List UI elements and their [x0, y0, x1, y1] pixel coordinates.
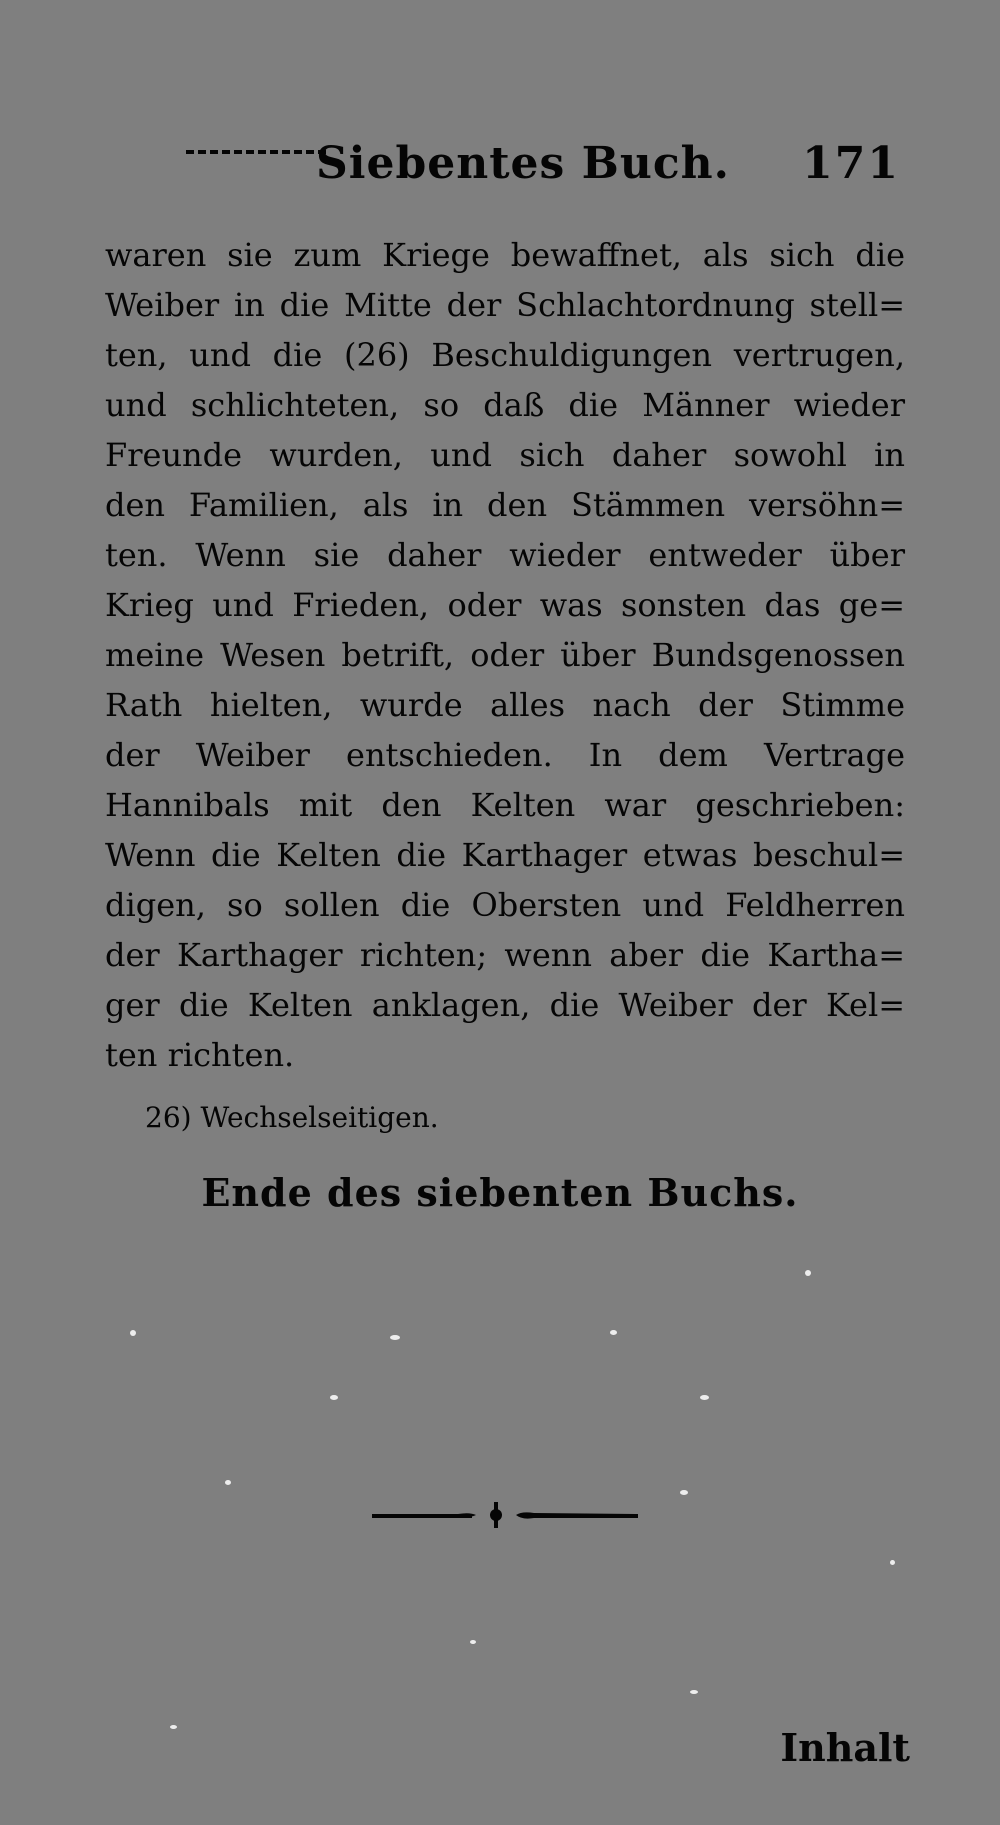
text-line: ten. Wenn sie daher wieder entweder über [105, 536, 905, 574]
text-line: digen, so sollen die Obersten und Feldherren [105, 886, 905, 924]
page-header [180, 138, 900, 198]
text-line: Freunde wurden, und sich daher sowohl in [105, 436, 905, 474]
page-number: 171 [802, 138, 900, 189]
header-ornament-rule [186, 150, 326, 154]
text-line: ten richten. [105, 1036, 295, 1074]
paper-speck [890, 1560, 895, 1565]
text-line: der Karthager richten; wenn aber die Kartha= [105, 936, 905, 974]
text-line: und schlichteten, so daß die Männer wieder [105, 386, 905, 424]
paper-speck [225, 1480, 231, 1485]
running-title: Siebentes Buch. [316, 138, 730, 189]
text-line: Rath hielten, wurde alles nach der Stimme [105, 686, 905, 724]
catchword: Inhalt [780, 1725, 910, 1770]
text-line: Krieg und Frieden, oder was sonsten das ge= [105, 586, 905, 624]
paper-speck [680, 1490, 688, 1495]
text-line: den Familien, als in den Stämmen versöhn= [105, 486, 905, 524]
paper-speck [170, 1725, 177, 1729]
paper-speck [700, 1395, 709, 1400]
paper-speck [690, 1690, 698, 1694]
tailpiece-ornament-icon [370, 1490, 640, 1540]
paper-speck [470, 1640, 476, 1644]
text-line: ten, und die (26) Beschuldigungen vertrugen, [105, 336, 905, 374]
paper-speck [610, 1330, 617, 1335]
paper-speck [330, 1395, 338, 1400]
paper-speck [130, 1330, 136, 1336]
paper-speck [390, 1335, 400, 1340]
text-line: ger die Kelten anklagen, die Weiber der Kel= [105, 986, 905, 1024]
body-text [105, 230, 905, 1080]
text-line: der Weiber entschieden. In dem Vertrage [105, 736, 905, 774]
footnote: 26) Wechselseitigen. [145, 1101, 439, 1134]
text-line: meine Wesen betrift, oder über Bundsgenossen [105, 636, 905, 674]
text-line: waren sie zum Kriege bewaffnet, als sich die [105, 236, 905, 274]
paper-speck [805, 1270, 811, 1276]
text-line: Hannibals mit den Kelten war geschrieben: [105, 786, 905, 824]
text-line: Wenn die Kelten die Karthager etwas beschul= [105, 836, 905, 874]
end-of-book-title: Ende des siebenten Buchs. [201, 1170, 799, 1215]
text-line: Weiber in die Mitte der Schlachtordnung stell= [105, 286, 905, 324]
